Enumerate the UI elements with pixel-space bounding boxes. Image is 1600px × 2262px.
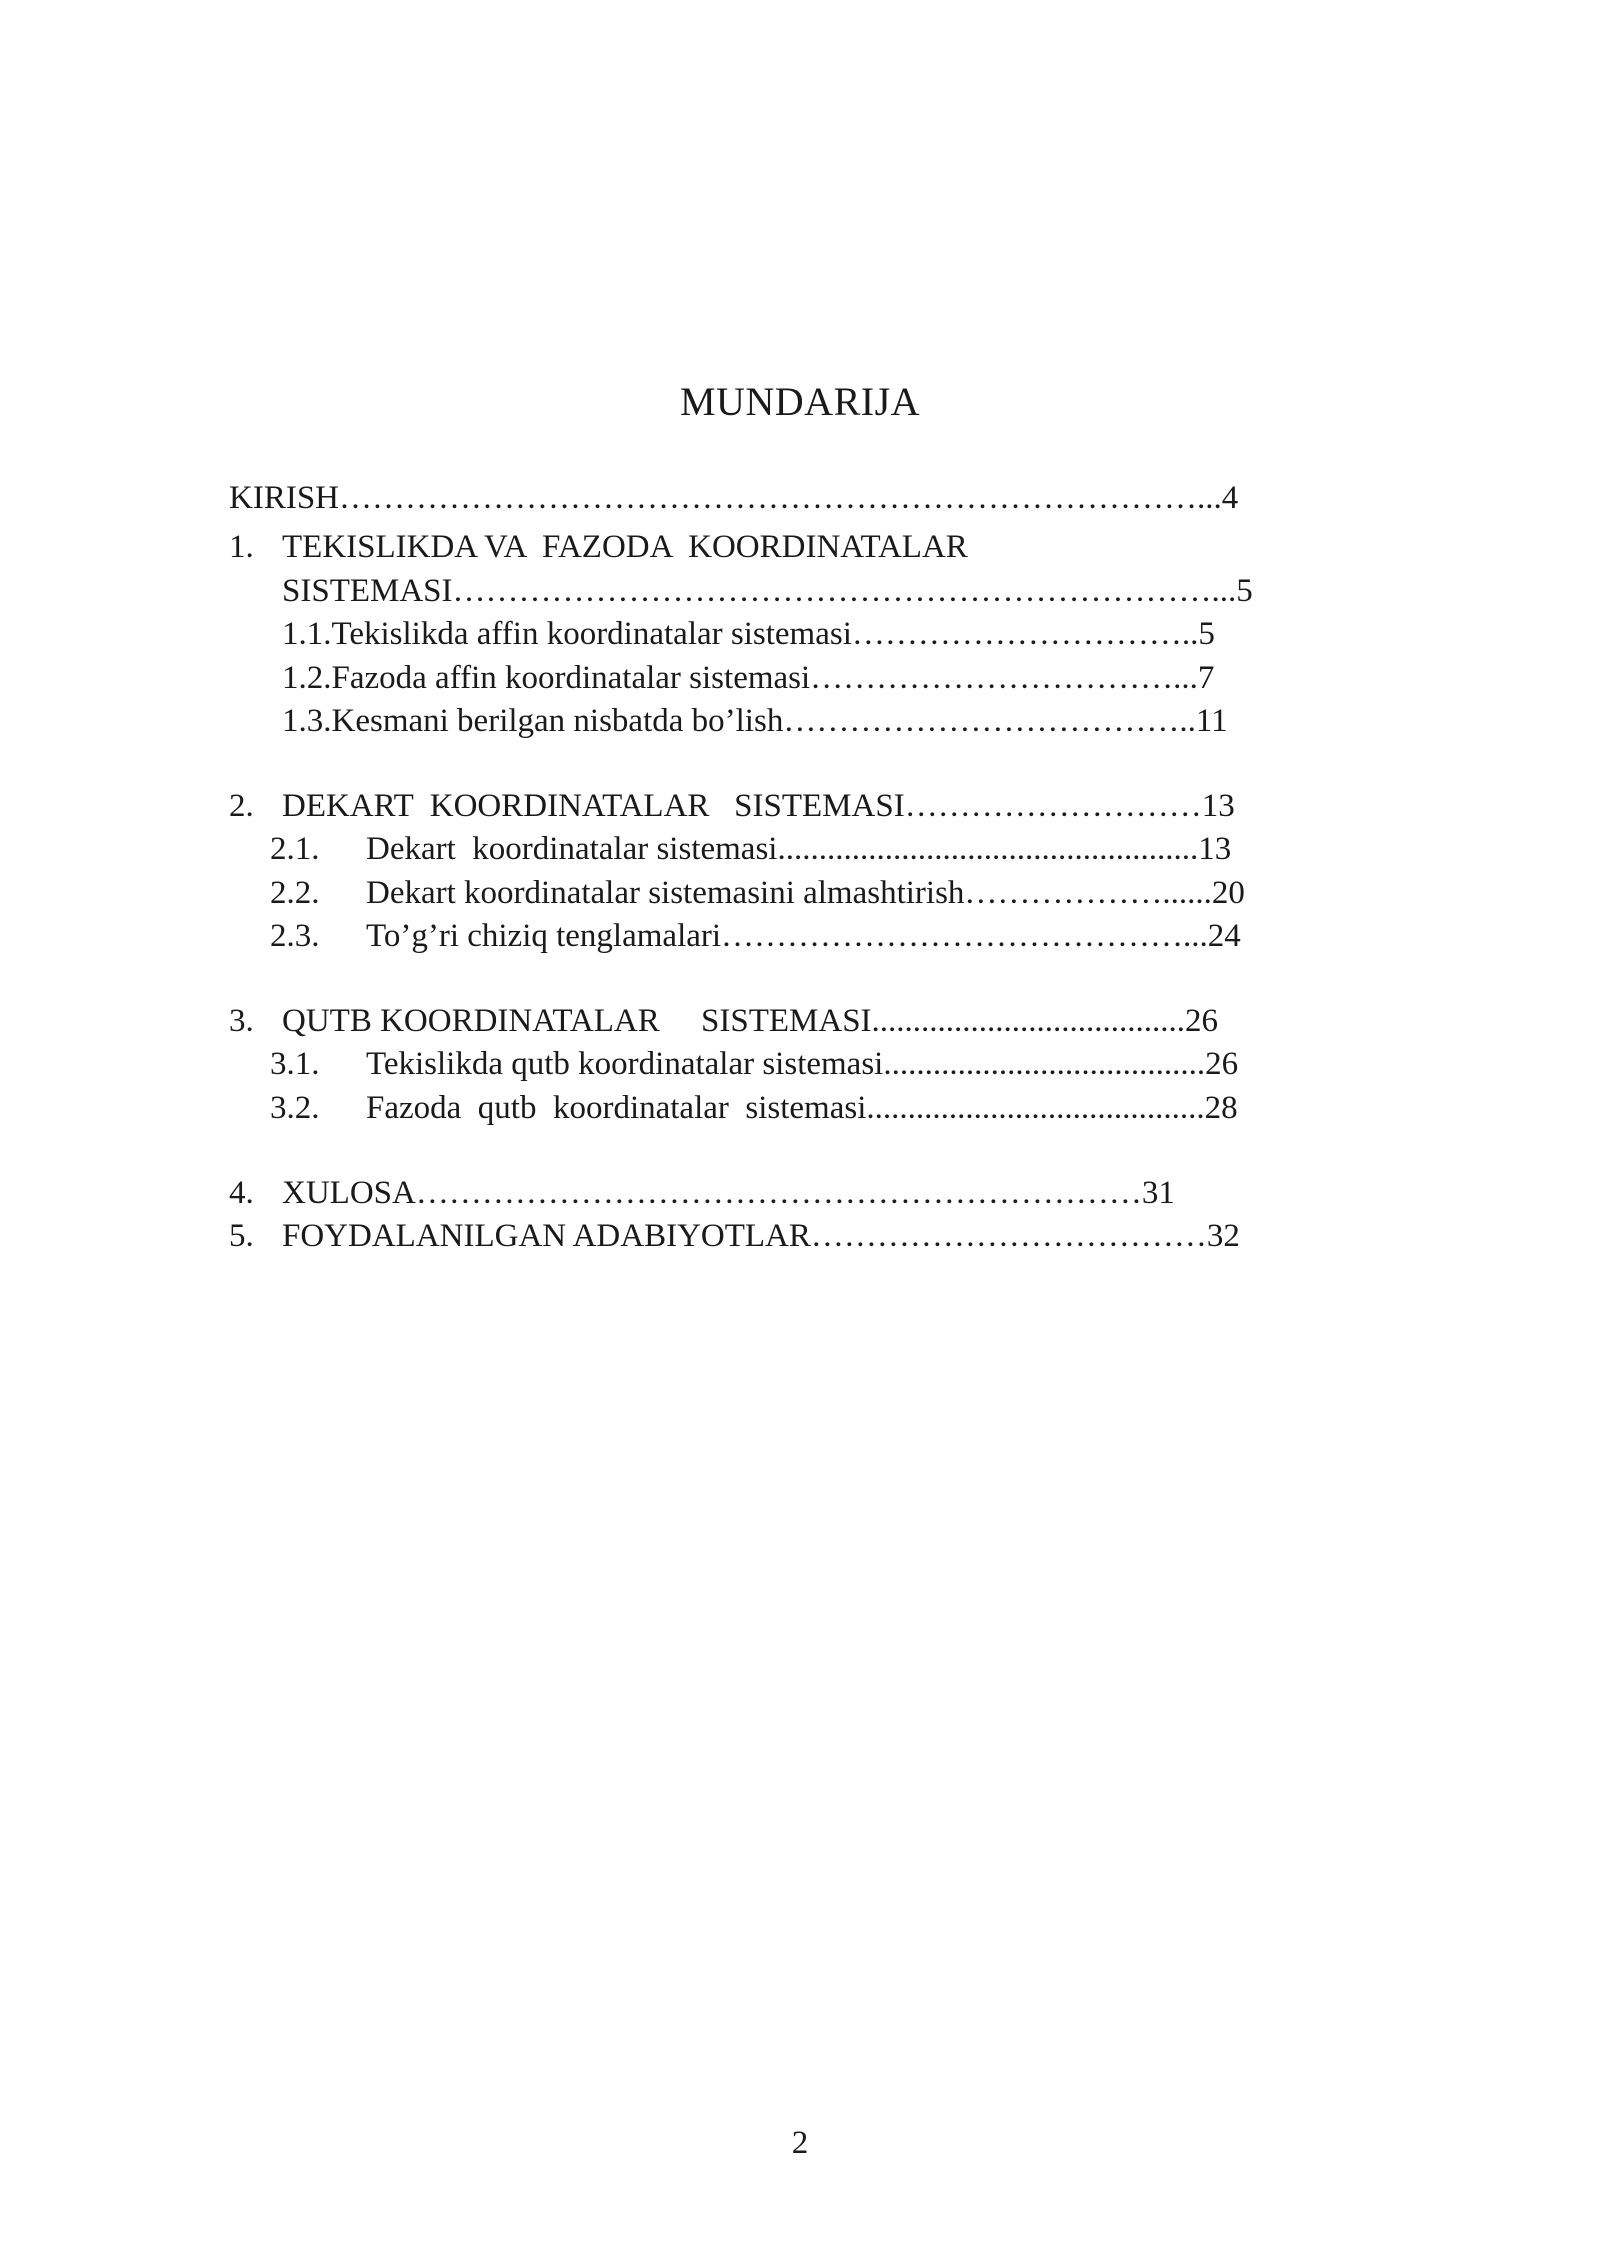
toc-entry-2-2: Dekart koordinatalar sistemasini almashtirish………………......20 bbox=[366, 875, 1245, 911]
toc-entry-3-2-number: 3.2. bbox=[270, 1090, 320, 1126]
toc-entry-intro: KIRISH……………………………………………………………………...4 bbox=[229, 480, 1239, 516]
toc-section-5-title: FOYDALANILGAN ADABIYOTLAR………………………………32 bbox=[282, 1218, 1240, 1254]
toc-section-1-number: 1. bbox=[229, 529, 254, 565]
toc-entry-2-1: Dekart koordinatalar sistemasi...................................................13 bbox=[366, 831, 1232, 867]
toc-entry-3-1: Tekislikda qutb koordinatalar sistemasi.......................................26 bbox=[366, 1046, 1239, 1082]
toc-entry-3-1-number: 3.1. bbox=[270, 1046, 320, 1082]
toc-section-4-title: XULOSA…………………………………………………………31 bbox=[282, 1175, 1175, 1211]
toc-entry-2-3-number: 2.3. bbox=[270, 918, 320, 954]
page-number: 2 bbox=[791, 2125, 809, 2161]
page-title: MUNDARIJA bbox=[679, 379, 921, 424]
toc-entry-2-2-number: 2.2. bbox=[270, 875, 320, 911]
toc-entry-1-2: 1.2.Fazoda affin koordinatalar sistemasi……………………………...7 bbox=[282, 660, 1215, 696]
toc-entry-2-1-number: 2.1. bbox=[270, 831, 320, 867]
toc-entry-3-2: Fazoda qutb koordinatalar sistemasi.........................................28 bbox=[366, 1090, 1238, 1126]
toc-entry-2-3: To’g’ri chiziq tenglamalari……………………………………...24 bbox=[366, 918, 1241, 954]
toc-section-5-number: 5. bbox=[229, 1218, 254, 1254]
toc-section-2-number: 2. bbox=[229, 788, 254, 824]
toc-section-2-title: DEKART KOORDINATALAR SISTEMASI………………………13 bbox=[282, 788, 1235, 824]
toc-section-1-title: TEKISLIKDA VA FAZODA KOORDINATALAR bbox=[282, 529, 968, 565]
toc-section-1-title-cont: SISTEMASI……………………………………………………………...5 bbox=[282, 573, 1253, 609]
toc-section-4-number: 4. bbox=[229, 1175, 254, 1211]
toc-section-3-title: QUTB KOORDINATALAR SISTEMASI......................................26 bbox=[282, 1003, 1219, 1039]
toc-entry-1-3: 1.3.Kesmani berilgan nisbatda bo’lish………………………………..11 bbox=[282, 703, 1228, 739]
toc-entry-1-1: 1.1.Tekislikda affin koordinatalar sistemasi…………………………..5 bbox=[282, 616, 1215, 652]
toc-section-3-number: 3. bbox=[229, 1003, 254, 1039]
